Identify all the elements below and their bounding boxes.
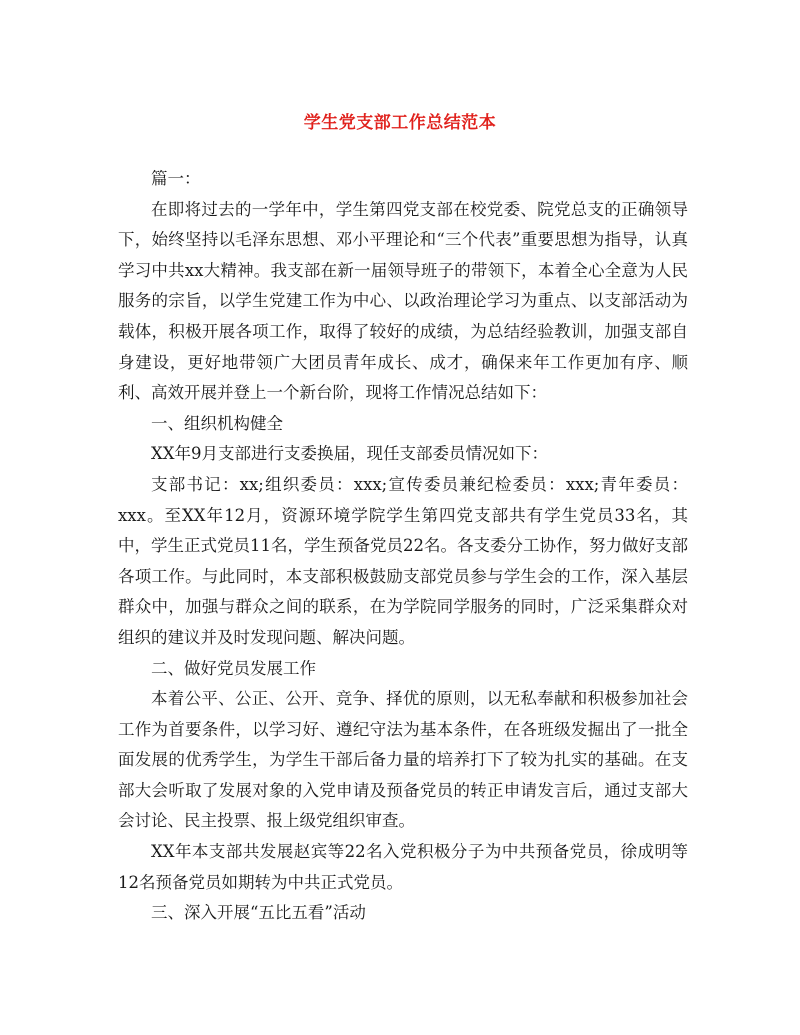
document-title: 学生党支部工作总结范本 xyxy=(303,113,497,133)
section-heading-development: 二、做好党员发展工作 xyxy=(151,658,316,678)
section-heading-campaign: 三、深入开展“五比五看”活动 xyxy=(151,903,366,923)
statistics-paragraph: XX年本支部共发展赵宾等22名入党积极分子为中共预备党员，徐成明等12名预备党员如期转为中共正式党员。 xyxy=(118,842,688,892)
intro-paragraph: 在即将过去的一学年中，学生第四党支部在校党委、院党总支的正确领导下，始终坚持以毛泽东思想、邓小平理论和“三个代表”重要思想为指导，认真学习中共xx大精神。我支部在新一届领导班子的带领下，本着全心全意为人民服务的宗旨，以学生党建工作为中心、以政治理论学习为重点、以支部活动为载体，积极开展各项工作，取得了较好的成绩，为总结经验教训，加强支部自身建设，更好地带领广大团员青年成长、成才，确保来年工作更加有序、顺利、高效开展并登上一个新台阶，现将工作情况总结如下： xyxy=(118,199,688,403)
section-heading-organization: 一、组织机构健全 xyxy=(151,413,283,433)
heading-part-one: 篇一： xyxy=(151,169,201,188)
development-paragraph: 本着公平、公正、公开、竞争、择优的原则，以无私奉献和积极参加社会工作为首要条件，以学习好、遵纪守法为基本条件，在各班级发掘出了一批全面发展的优秀学生，为学生干部后备力量的培养打下了较为扎实的基础。在支部大会听取了发展对象的入党申请及预备党员的转正申请发言后，通过支部大会讨论、民主投票、报上级党组织审查。 xyxy=(118,689,688,831)
committee-paragraph: 支部书记：xx;组织委员：xxx;宣传委员兼纪检委员：xxx;青年委员：xxx。至XX年12月，资源环境学院学生第四党支部共有学生党员33名，其中，学生正式党员11名，学生预备党员22名。各支委分工协作，努力做好支部各项工作。与此同时，本支部积极鼓励支部党员参与学生会的工作，深入基层群众中，加强与群众之间的联系，在为学院同学服务的同时，广泛采集群众对组织的建议并及时发现问题、解决问题。 xyxy=(118,474,688,647)
election-paragraph: XX年9月支部进行支委换届，现任支部委员情况如下： xyxy=(151,444,548,464)
document-body xyxy=(118,164,688,929)
